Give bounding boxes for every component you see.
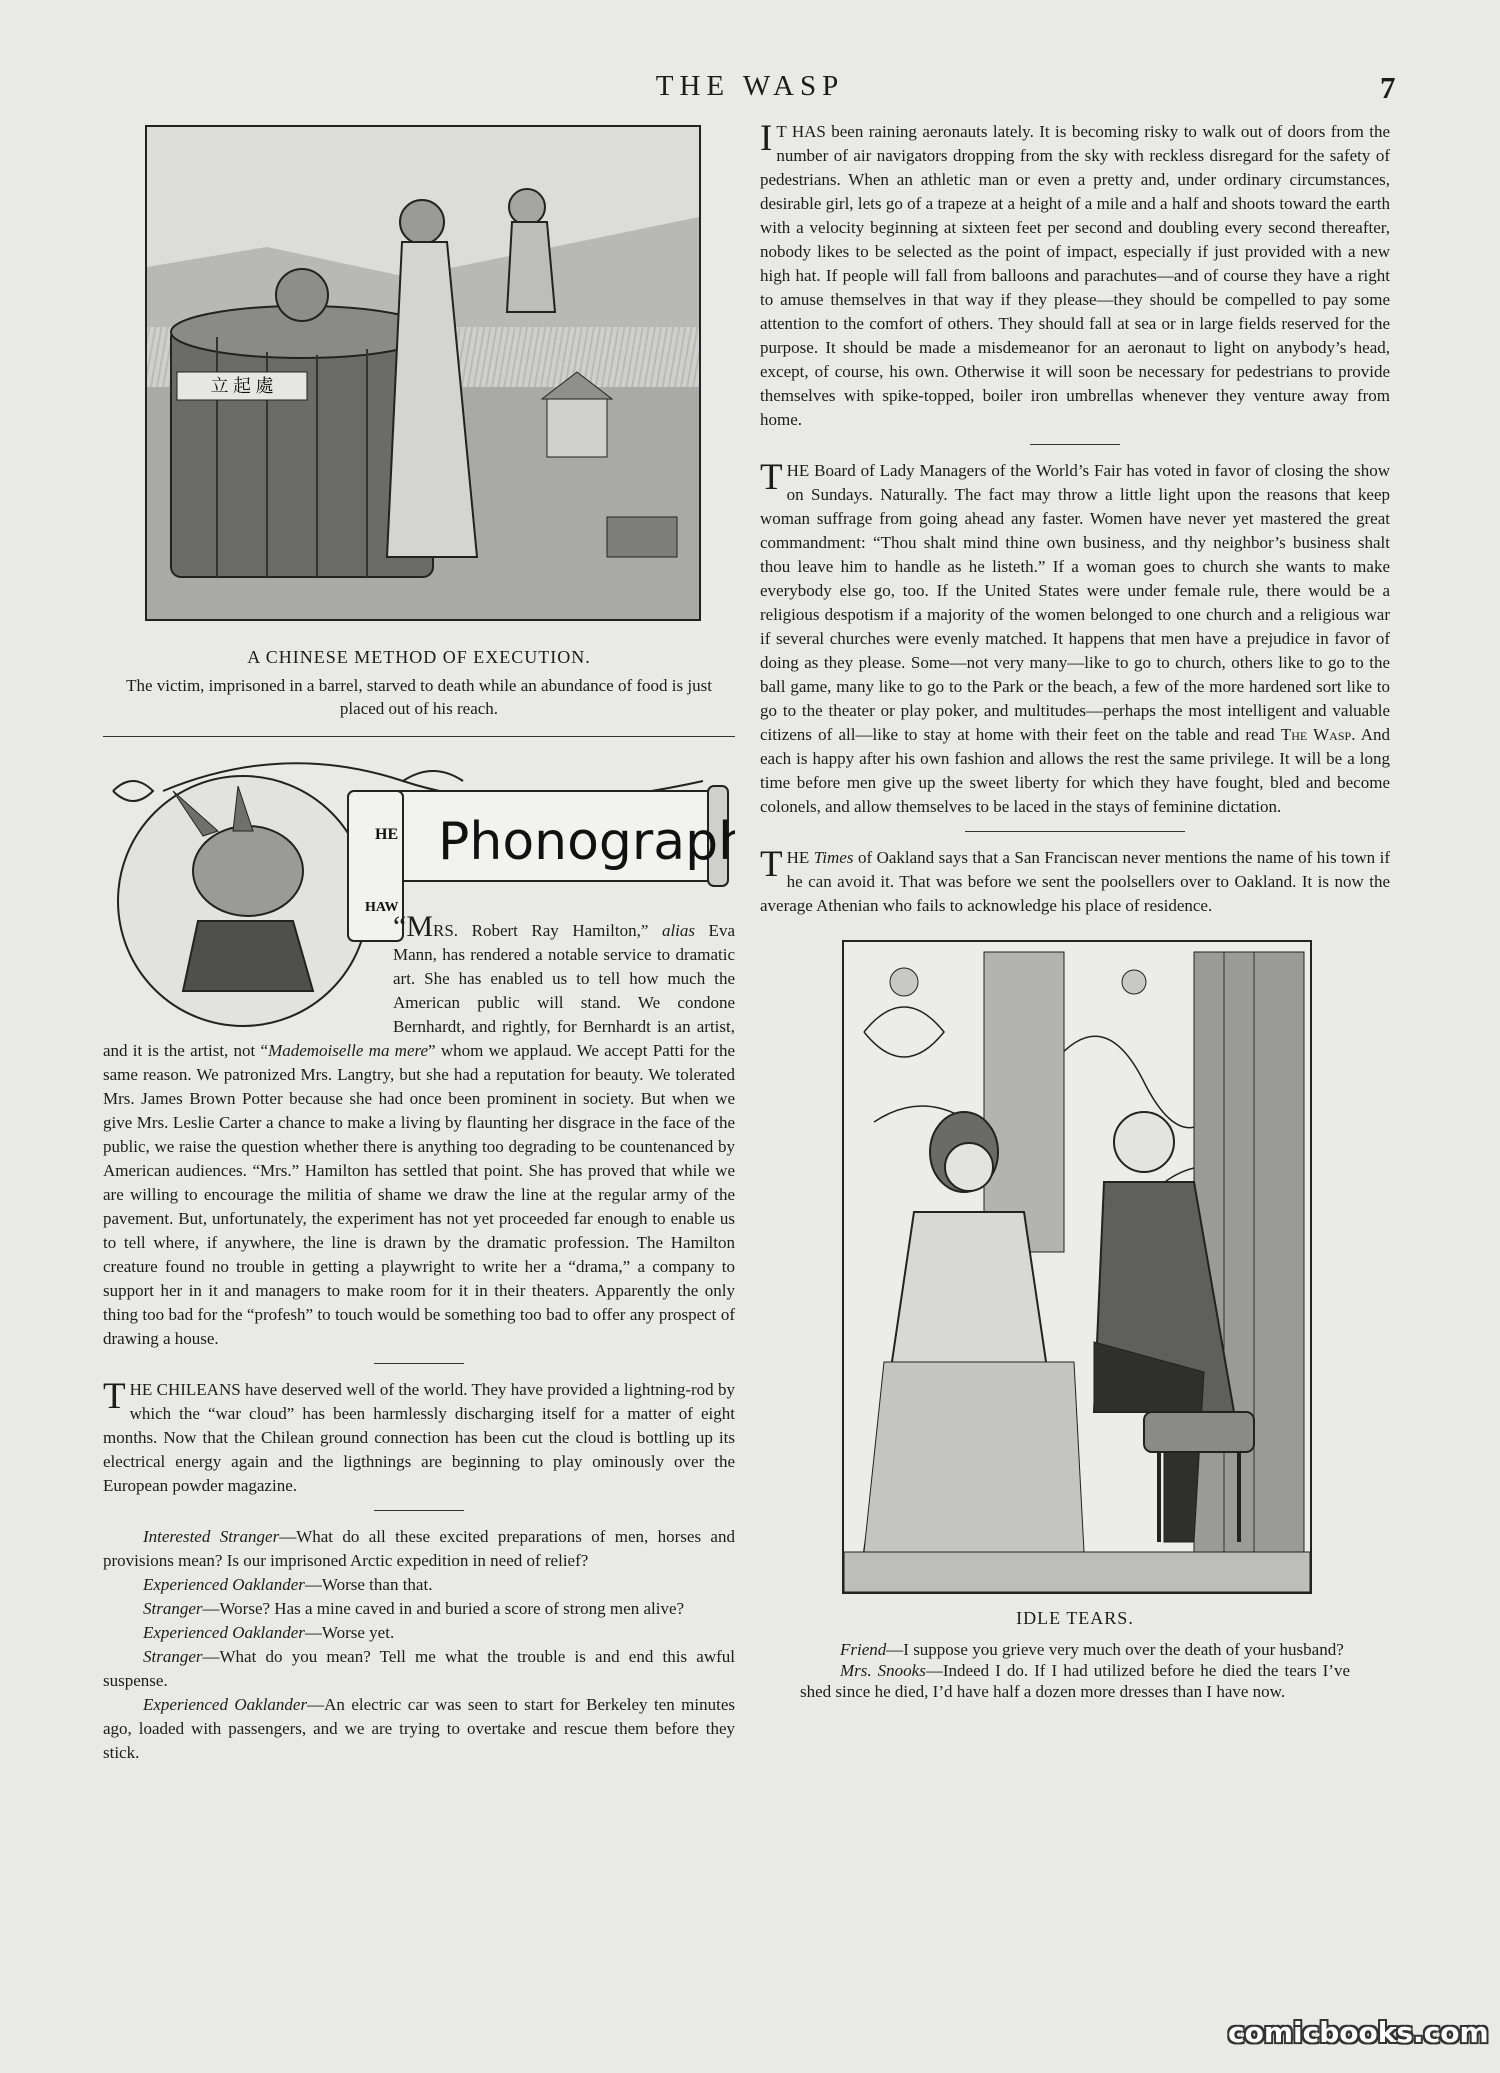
dialogue-line: Experienced Oaklander—An electric car was seen to start for Berkeley ten minutes ago, loaded with passengers, and we are trying to overtake and rescue them before they stick. xyxy=(103,1695,735,1762)
phonographia-article xyxy=(103,910,735,1351)
idle-tears-dialogue xyxy=(800,1639,1350,1702)
right-column xyxy=(760,120,1390,1702)
oakland-dialogue xyxy=(103,1525,735,1765)
barrel-sign-text: 立 起 處 xyxy=(210,376,274,396)
dialogue-line: Interested Stranger—What do all these excited preparations of men, horses and provisions mean? Is our imprisoned Arctic expedition in need of relief? xyxy=(103,1527,735,1570)
article-divider xyxy=(965,831,1185,832)
dialogue-line: Experienced Oaklander—Worse yet. xyxy=(143,1623,395,1642)
times-article: THE Times of Oakland says that a San Franciscan never mentions the name of his town if he can avoid it. That was before we sent the poolsellers over to Oakland. It is now the average Athenian who fails to acknowledge his place of residence. xyxy=(760,844,1390,915)
phonographia-dropcap: “M xyxy=(393,910,433,943)
execution-illustration xyxy=(145,125,701,621)
article-divider xyxy=(374,1363,464,1364)
aeronauts-article: I T HAS been raining aeronauts lately. It is becoming risky to walk out of doors from the number of air navigators dropping from the sky with reckless disregard for the safety of pedestrians. When an athletic man or even a pretty and, under ordinary circumstances, desirable girl, lets go of a trapeze at a height of a mile and a half and shoots toward the earth with a velocity beginning at sixteen feet per second and doubling every second thereafter, nobody likes to be selected as the point of impact, especially if just provided with a new high hat. If people will fall from balloons and parachutes—and of course they have a right to amuse themselves in that way if they please—they should be compelled to pay some attention to the comfort of others. They should fall at sea or in large fields reserved for the purpose. It should be made a misdemeanor for an aeronaut to light on anybody’s head, except, of course, his own. Otherwise it will soon be necessary for pedestrians to provide themselves with spike-topped, boiler iron umbrellas whenever they venture away from home. xyxy=(760,118,1390,429)
execution-caption-title: A CHINESE METHOD OF EXECUTION. xyxy=(247,647,591,667)
dialogue-line: Experienced Oaklander—Worse than that. xyxy=(143,1575,433,1594)
scroll-haw-text: HAW xyxy=(365,900,399,915)
phonographia-title: Phonograph xyxy=(438,812,735,872)
idle-tears-title: IDLE TEARS. xyxy=(1016,1608,1134,1628)
dialogue-line: Stranger—What do you mean? Tell me what the trouble is and end this awful suspense. xyxy=(103,1647,735,1690)
aeronauts-dropcap: I xyxy=(760,118,773,159)
site-watermark: comicbooks.com xyxy=(1228,2016,1489,2049)
execution-caption-text: The victim, imprisoned in a barrel, starved to death while an abundance of food is just placed out of his reach. xyxy=(126,676,712,718)
chileans-article: THE CHILEANS have deserved well of the world. They have provided a lightning-rod by which the “war cloud” has been harmlessly discharging itself for a matter of eight months. Now that the Chilean ground connection has been cut the cloud is bottling up its electrical energy again and the ligthnings are beginning to play ominously over the European powder magazine. xyxy=(103,1376,735,1495)
dialogue-line: Friend—I suppose you grieve very much over the death of your husband? xyxy=(840,1640,1344,1659)
idle-tears-drawing xyxy=(844,942,1310,1592)
lady-managers-dropcap: T xyxy=(760,457,783,498)
times-dropcap: T xyxy=(760,844,783,885)
page-number: 7 xyxy=(1380,70,1396,105)
article-divider xyxy=(374,1510,464,1511)
execution-illustration-drawing xyxy=(147,127,699,619)
left-column xyxy=(103,120,735,1765)
scroll-he-text: HE xyxy=(375,826,399,843)
section-divider xyxy=(103,736,735,737)
article-divider xyxy=(1030,444,1120,445)
idle-tears-illustration xyxy=(842,940,1312,1594)
chileans-dropcap: T xyxy=(103,1376,126,1417)
masthead: THE WASP xyxy=(655,70,845,102)
lady-managers-article: THE Board of Lady Managers of the World’s Fair has voted in favor of closing the show on Sundays. Naturally. The fact may throw a little light upon the reasons that keep woman suffrage from going ahead any faster. Women have never yet mastered the great commandment: “Thou shalt mind thine own business, and thy neighbor’s business shalt thou leave him to handle as he listeth.” If a woman goes to church she wants to make everybody else go, too. If the United States were under female rule, there would be a religious despotism if a majority of the women belonged to one church and a religious war if several churches were evenly matched. It happens that men have a prejudice in favor of doing as they please. Some—not very many—like to go to church, others like to go to the ball game, many like to go to the Park or the beach, a few of the more hardened sort like to go to the theater or play poker, and multitudes—perhaps the most intelligent and valuable citizens of all—like to stay at home with their feet on the table and read The Wasp. And each is happy after his own fashion and allows the rest the same privilege. It will be a long time before men give up the sweet liberty for which they have fought, bled and become colonels, and allow themselves to be laced in the stays of feminine dictation. xyxy=(760,457,1390,816)
phonographia-text: “MRS. Robert Ray Hamilton,” alias Eva Mann, has rendered a notable service to dramatic art. She has enabled us to tell how much the American public will stand. We condone Bernhardt, and rightly, for Bernhardt is an artist, and it is the artist, not “Mademoiselle ma mere” whom we applaud. We accept Patti for the same reason. We patronized Mrs. Langtry, but she had a reputation for beauty. We tolerated Mrs. James Brown Potter because she had once been prominent in society. But when we give Mrs. Leslie Carter a chance to make a living by flaunting her disgrace in the face of the public, we raise the question whether there is anything too degrading to be countenanced by American audiences. “Mrs.” Hamilton has settled that point. She has proved that while we are willing to encourage the militia of shame we draw the line at the regular army of the pavement. But, unfortunately, the experiment has not yet proceeded far enough to enable us to tell where, if anywhere, the line is drawn by the dramatic profession. The Hamilton creature found no trouble in getting a playwright to write her a “drama,” a company to support her in it and managers to make room for it in their theaters. Apparently the only thing too bad for the “profesh” to touch would be something too bad to offer any prospect of drawing a house. xyxy=(103,910,735,1348)
dialogue-line: Mrs. Snooks—Indeed I do. If I had utilized before he died the tears I’ve shed since he died, I’d have half a dozen more dresses than I have now. xyxy=(800,1661,1350,1701)
dialogue-line: Stranger—Worse? Has a mine caved in and buried a score of strong men alive? xyxy=(143,1599,685,1618)
